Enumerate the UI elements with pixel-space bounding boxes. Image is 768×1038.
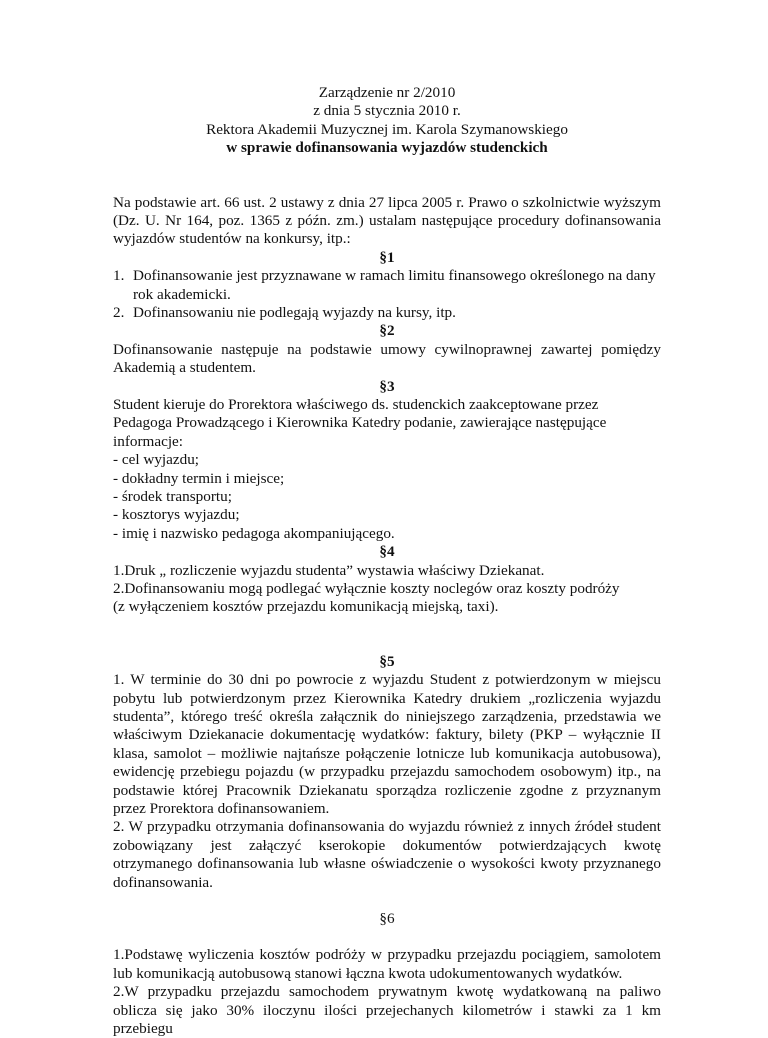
list-item-text: Dofinansowanie jest przyznawane w ramach limitu finansowego określonego na dany rok akademicki. — [133, 267, 656, 303]
spacer — [113, 617, 661, 653]
section-4-point-1: 1.Druk „ rozliczenie wyjazdu studenta” wystawia właściwy Dziekanat. — [113, 561, 545, 579]
section-5-point-1: 1. W terminie do 30 dni po powrocie z wyjazdu Student z potwierdzonym w miejscu pobytu lub potwierdzonym przez Kierownika Katedry drukiem „rozliczenia wyjazdu studenta”, którego treść określa załącznik do niniejszego zarządzenia, przedstawia we właściwym Dziekanacie dokumentację wydatków: faktury, bilety (PKP – wyłącznie II klasa, samolot – możliwie najtańsze połączenie lotnicze lub komunikacja autobusowa), ewidencję przebiegu pojazdu (w przypadku przejazdu samochodem osobowym) itp., na podstawie której Pracownik Dziekanatu sporządza rozliczenie zgodne z przyznanym przez Prorektora dofinansowaniem. — [113, 671, 661, 817]
bullet-item: - imię i nazwisko pedagoga akompaniującego. — [113, 524, 395, 542]
ordinance-number: Zarządzenie nr 2/2010 — [318, 84, 456, 101]
section-3-text: Student kieruje do Prorektora właściwego ds. studenckich zaakceptowane przez Pedagoga Prowadzącego i Kierownika Katedry podanie, zawierające następujące informacje: — [113, 395, 607, 450]
intro-paragraph: Na podstawie art. 66 ust. 2 ustawy z dnia 27 lipca 2005 r. Prawo o szkolnictwie wyższym (Dz. U. Nr 164, poz. 1365 z późn. zm.) ustalam następujące procedury dofinansowania wyjazdów studentów na konkursy, itp.: — [113, 193, 661, 248]
section-6-heading: §6 — [379, 910, 395, 928]
section-4-point-2: 2.Dofinansowaniu mogą podlegać wyłącznie koszty noclegów oraz koszty podróży — [113, 579, 620, 597]
bullet-item: - środek transportu; — [113, 487, 232, 505]
section-3-bullets — [113, 451, 661, 543]
section-3-heading: §3 — [379, 377, 395, 395]
section-2-text: Dofinansowanie następuje na podstawie umowy cywilnoprawnej zawartej pomiędzy Akademią a studentem. — [113, 340, 661, 377]
list-item — [113, 304, 661, 322]
list-item — [113, 267, 661, 304]
ordinance-subject: w sprawie dofinansowania wyjazdów studenckich — [226, 139, 548, 157]
section-5-heading: §5 — [379, 652, 395, 670]
section-1-heading: §1 — [379, 248, 395, 266]
spacer — [113, 158, 661, 194]
section-1-list — [113, 267, 661, 322]
list-item-text: Dofinansowaniu nie podlegają wyjazdy na kursy, itp. — [133, 303, 456, 321]
spacer — [113, 928, 661, 946]
section-6-point-2: 2.W przypadku przejazdu samochodem prywatnym kwotę wydatkowaną na paliwo oblicza się jako 30% iloczynu ilości przejechanych kilometrów i stawki za 1 km przebiegu — [113, 983, 661, 1038]
ordinance-issuer: Rektora Akademii Muzycznej im. Karola Szymanowskiego — [206, 120, 568, 138]
list-item-number: 2. — [113, 303, 125, 321]
section-5-point-2: 2. W przypadku otrzymania dofinansowania do wyjazdu również z innych źródeł student zobowiązany jest załączyć kserokopie dokumentów potwierdzających kwotę otrzymanego dofinansowania lub własne oświadczenie o wysokości kwoty przyznanego dofinansowania. — [113, 818, 661, 891]
bullet-item: - kosztorys wyjazdu; — [113, 506, 240, 524]
section-2-heading: §2 — [379, 322, 395, 340]
document-header — [113, 84, 661, 158]
section-6-point-1: 1.Podstawę wyliczenia kosztów podróży w przypadku przejazdu pociągiem, samolotem lub komunikacją autobusową stanowi łączna kwota udokumentowanych wydatków. — [113, 946, 661, 982]
bullet-item: - dokładny termin i miejsce; — [113, 469, 285, 487]
section-4-point-2-continued: (z wyłączeniem kosztów przejazdu komunikacją miejską, taxi). — [113, 598, 499, 616]
document-page — [113, 84, 661, 1038]
list-item-number: 1. — [113, 267, 125, 285]
bullet-item: - cel wyjazdu; — [113, 451, 200, 469]
spacer — [113, 892, 661, 910]
ordinance-date: z dnia 5 stycznia 2010 r. — [313, 102, 461, 120]
section-4-heading: §4 — [379, 543, 395, 561]
